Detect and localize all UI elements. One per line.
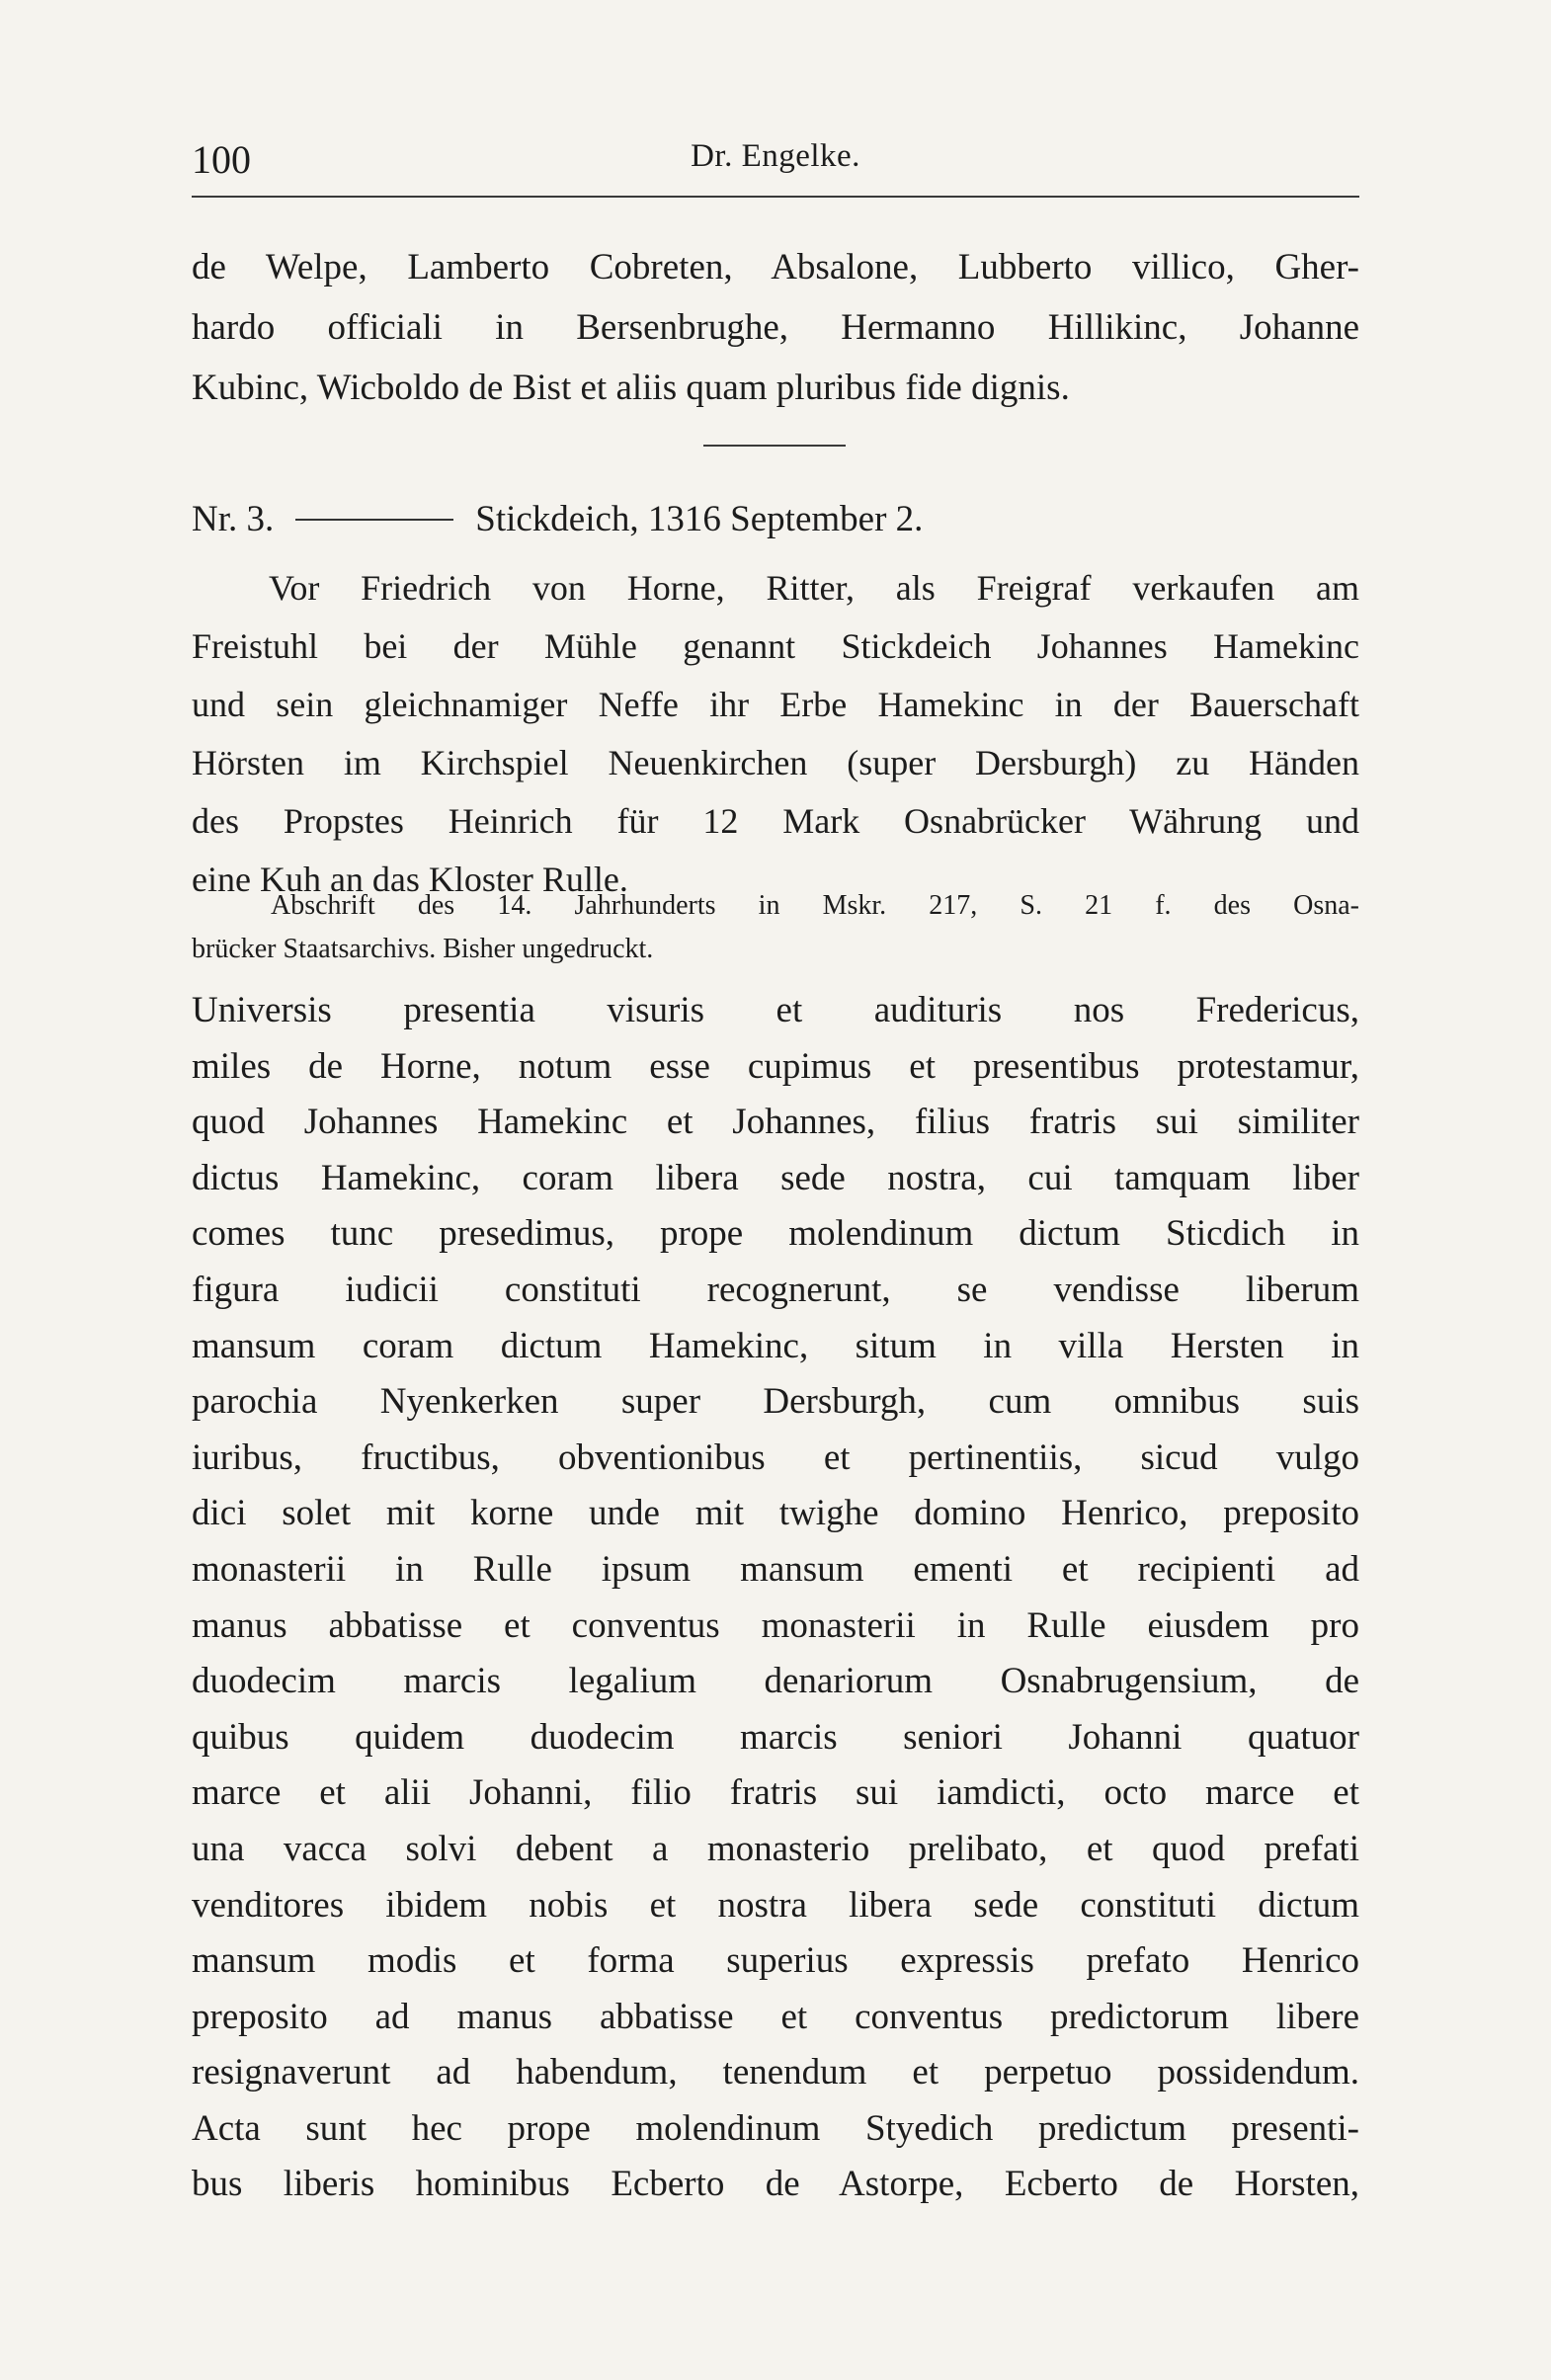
latin-line: figura iudicii constituti recognerunt, se vendisse liberum	[192, 1269, 1359, 1310]
latin-line: duodecim marcis legalium denariorum Osnabrugensium, de	[192, 1661, 1359, 1702]
latin-line: preposito ad manus abbatisse et conventus predictorum libere	[192, 1996, 1359, 2037]
document-number: Nr. 3.	[192, 499, 275, 539]
latin-line: miles de Horne, notum esse cupimus et presentibus protestamur,	[192, 1045, 1359, 1087]
document-title: Stickdeich, 1316 September 2.	[475, 499, 924, 539]
latin-line: bus liberis hominibus Ecberto de Astorpe, Ecberto de Horsten,	[192, 2164, 1359, 2205]
note-line: brücker Staatsarchivs. Bisher ungedruckt.	[192, 934, 654, 964]
text-line: Kubinc, Wicboldo de Bist et aliis quam pluribus fide dignis.	[192, 368, 1070, 408]
running-title: Dr. Engelke.	[691, 138, 860, 174]
german-summary	[192, 559, 1359, 909]
latin-line: mansum modis et forma superius expressis prefato Henrico	[192, 1940, 1359, 1982]
header-rule	[192, 196, 1359, 198]
latin-line: marce et alii Johanni, filio fratris sui iamdicti, octo marce et	[192, 1772, 1359, 1814]
latin-line: manus abbatisse et conventus monasterii in Rulle eiusdem pro	[192, 1604, 1359, 1646]
document-heading	[192, 492, 1359, 547]
section-divider	[703, 445, 846, 447]
latin-line: resignaverunt ad habendum, tenendum et perpetuo possidendum.	[192, 2052, 1359, 2093]
text-line: de Welpe, Lamberto Cobreten, Absalone, Lubberto villico, Gher-	[192, 247, 1359, 287]
summary-line: Hörsten im Kirchspiel Neuenkirchen (super Dersburgh) zu Händen	[192, 743, 1359, 782]
summary-line: eine Kuh an das Kloster Rulle.	[192, 860, 628, 899]
summary-line: Freistuhl bei der Mühle genannt Stickdeich Johannes Hamekinc	[192, 626, 1359, 666]
latin-line: dici solet mit korne unde mit twighe domino Henrico, preposito	[192, 1493, 1359, 1534]
latin-line: Acta sunt hec prope molendinum Styedich predictum presenti-	[192, 2107, 1359, 2149]
latin-line: Universis presentia visuris et audituris nos Fredericus,	[192, 990, 1359, 1030]
latin-line: mansum coram dictum Hamekinc, situm in villa Hersten in	[192, 1325, 1359, 1366]
page-number: 100	[192, 137, 251, 182]
latin-line: una vacca solvi debent a monasterio prelibato, et quod prefati	[192, 1828, 1359, 1869]
latin-line: quod Johannes Hamekinc et Johannes, filius fratris sui similiter	[192, 1102, 1359, 1143]
latin-line: monasterii in Rulle ipsum mansum ementi et recipienti ad	[192, 1548, 1359, 1590]
note-line: Abschrift des 14. Jahrhunderts in Mskr. 217, S. 21 f. des Osna-	[271, 890, 1359, 921]
text-line: hardo officiali in Bersenbrughe, Hermanno Hillikinc, Johanne	[192, 307, 1359, 348]
latin-line: comes tunc presedimus, prope molendinum dictum Sticdich in	[192, 1213, 1359, 1255]
page-header	[192, 136, 1359, 186]
summary-line: Vor Friedrich von Horne, Ritter, als Freigraf verkaufen am	[269, 568, 1359, 608]
summary-line: und sein gleichnamiger Neffe ihr Erbe Hamekinc in der Bauerschaft	[192, 685, 1359, 724]
latin-charter-text	[192, 983, 1359, 2213]
latin-line: dictus Hamekinc, coram libera sede nostra, cui tamquam liber	[192, 1157, 1359, 1198]
latin-line: parochia Nyenkerken super Dersburgh, cum omnibus suis	[192, 1381, 1359, 1423]
summary-line: des Propstes Heinrich für 12 Mark Osnabrücker Währung und	[192, 801, 1359, 841]
source-note	[192, 884, 1359, 971]
paragraph-continuation	[192, 237, 1359, 418]
latin-line: venditores ibidem nobis et nostra libera sede constituti dictum	[192, 1884, 1359, 1926]
heading-dash	[295, 519, 453, 521]
latin-line: iuribus, fructibus, obventionibus et pertinentiis, sicud vulgo	[192, 1436, 1359, 1478]
latin-line: quibus quidem duodecim marcis seniori Johanni quatuor	[192, 1716, 1359, 1758]
